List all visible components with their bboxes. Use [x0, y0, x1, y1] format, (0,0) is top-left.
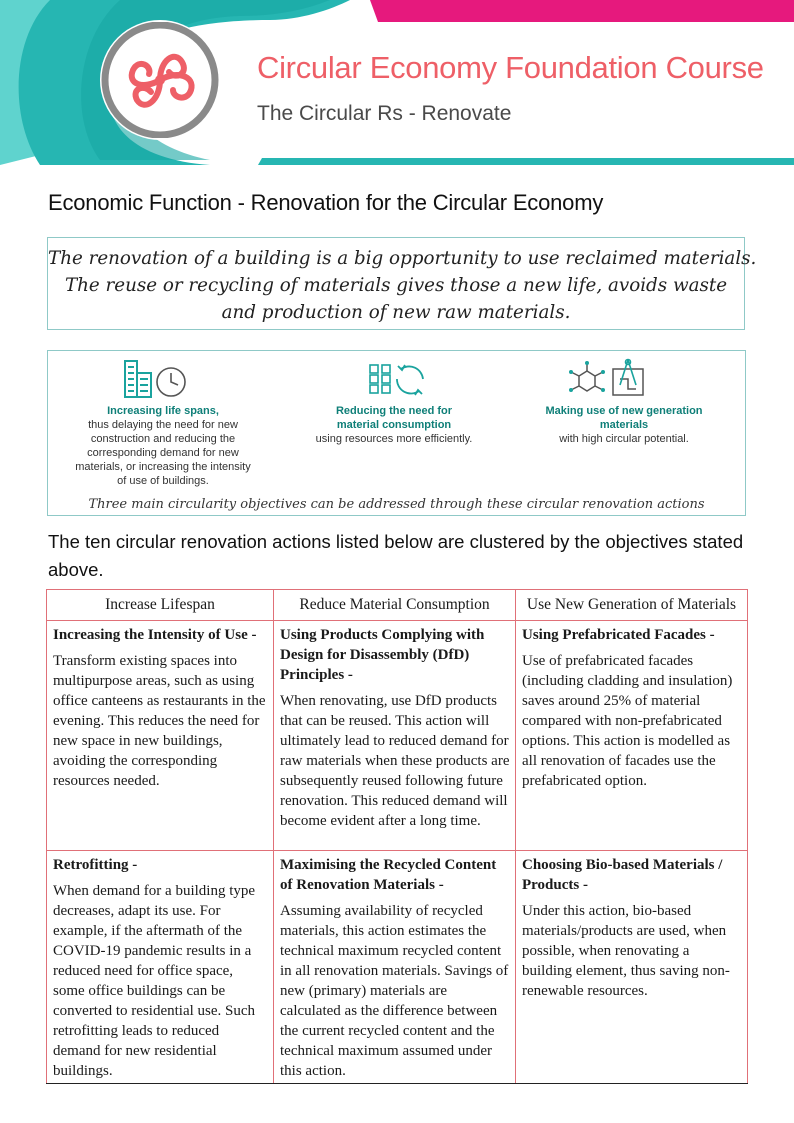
objective-title: Reducing the need for [335, 405, 453, 417]
course-subtitle: The Circular Rs - Renovate [257, 102, 512, 125]
table-cell [516, 621, 748, 851]
action-title: Using Products Complying with Design for Disassembly (DfD) Principles - [280, 627, 485, 683]
quote-line: The renovation of a building is a big opportunity to use reclaimed materials. [48, 248, 757, 269]
objective-text: corresponding demand for new [87, 447, 239, 459]
objective-text: construction and reducing the [90, 433, 236, 445]
column-header: Reduce Material Consumption [274, 590, 516, 621]
objective-title: material consumption [336, 419, 452, 431]
quote-line: and production of new raw materials. [221, 302, 571, 323]
triskelion-logo [97, 22, 223, 138]
objective-title: materials [599, 419, 649, 431]
clock-icon [154, 365, 188, 399]
molecule-icon [565, 359, 609, 399]
objective-text: materials, or increasing the intensity [75, 461, 251, 473]
objective-text: of use of buildings. [117, 475, 209, 487]
action-body: Transform existing spaces into multipurpose areas, such as using office canteens as restaurants in the evening. This reduces the need for new space in new buildings, avoiding the corresponding resources needed. [53, 653, 266, 789]
action-title: Choosing Bio-based Materials / Products - [522, 857, 723, 893]
action-title: Increasing the Intensity of Use - [53, 627, 257, 643]
objective-new-materials [518, 404, 730, 446]
objective-title: Increasing life spans, [107, 405, 219, 417]
action-title: Maximising the Recycled Content of Renovation Materials - [280, 857, 497, 893]
cycle-arrows-icon [393, 361, 427, 397]
column-header: Increase Lifespan [47, 590, 274, 621]
column-header: Use New Generation of Materials [516, 590, 748, 621]
action-body: When demand for a building type decreases, adapt its use. For example, if the aftermath of the COVID-19 pandemic results in a reduced need for office space, some office buildings can be converted to residential use. Such retrofitting leads to reduced demand for new residential buildings. [53, 883, 256, 1079]
table-row [47, 621, 748, 851]
objectives-box [47, 350, 746, 516]
action-body: When renovating, use DfD products that can be reused. This action will ultimately lead to reduced demand for raw materials when these products are subsequently reused following future renovation. This reduced demand will become evident after a long time. [280, 693, 510, 829]
course-title: Circular Economy Foundation Course [257, 50, 764, 85]
action-title: Retrofitting - [53, 857, 138, 873]
objectives-caption: Three main circularity objectives can be addressed through these circular renovation actions [88, 497, 705, 512]
actions-table [46, 589, 748, 1084]
table-cell [47, 851, 274, 1084]
table-cell [47, 621, 274, 851]
table-row [47, 851, 748, 1084]
objective-text: with high circular potential. [559, 433, 689, 445]
objective-title: Making use of new generation [545, 405, 703, 417]
objective-material [288, 404, 500, 446]
table-cell [516, 851, 748, 1084]
objective-text: using resources more efficiently. [315, 433, 473, 445]
quote-box [47, 237, 757, 330]
objective-text: thus delaying the need for new [88, 419, 238, 431]
action-body: Use of prefabricated facades (including cladding and insulation) saves around 25% of material compared with non-prefabricated options. This action is modelled as all renovation of facades use the prefabricated option. [522, 653, 733, 789]
table-cell [274, 851, 516, 1084]
action-title: Using Prefabricated Facades - [522, 627, 715, 643]
action-body: Under this action, bio-based materials/products are used, when possible, when renovating a building element, thus saving non-renewable resources. [522, 903, 730, 999]
buildings-icon [122, 357, 156, 399]
table-cell [274, 621, 516, 851]
objective-lifespan [58, 404, 268, 488]
action-body: Assuming availability of recycled materials, this action estimates the technical maximum recycled content in all renovation materials. Savings of new (primary) materials are calculated as the difference between the current recycled content and the technical maximum assumed under this action. [280, 903, 509, 1079]
section-title: Economic Function - Renovation for the Circular Economy [48, 190, 604, 215]
grid-blocks-icon [368, 363, 394, 395]
intro-text: The ten circular renovation actions listed below are clustered by the objectives stated above. [48, 531, 744, 580]
blueprint-icon [610, 357, 646, 397]
table-header-row [47, 590, 748, 621]
quote-line: The reuse or recycling of materials gives those a new life, avoids waste [64, 275, 728, 296]
